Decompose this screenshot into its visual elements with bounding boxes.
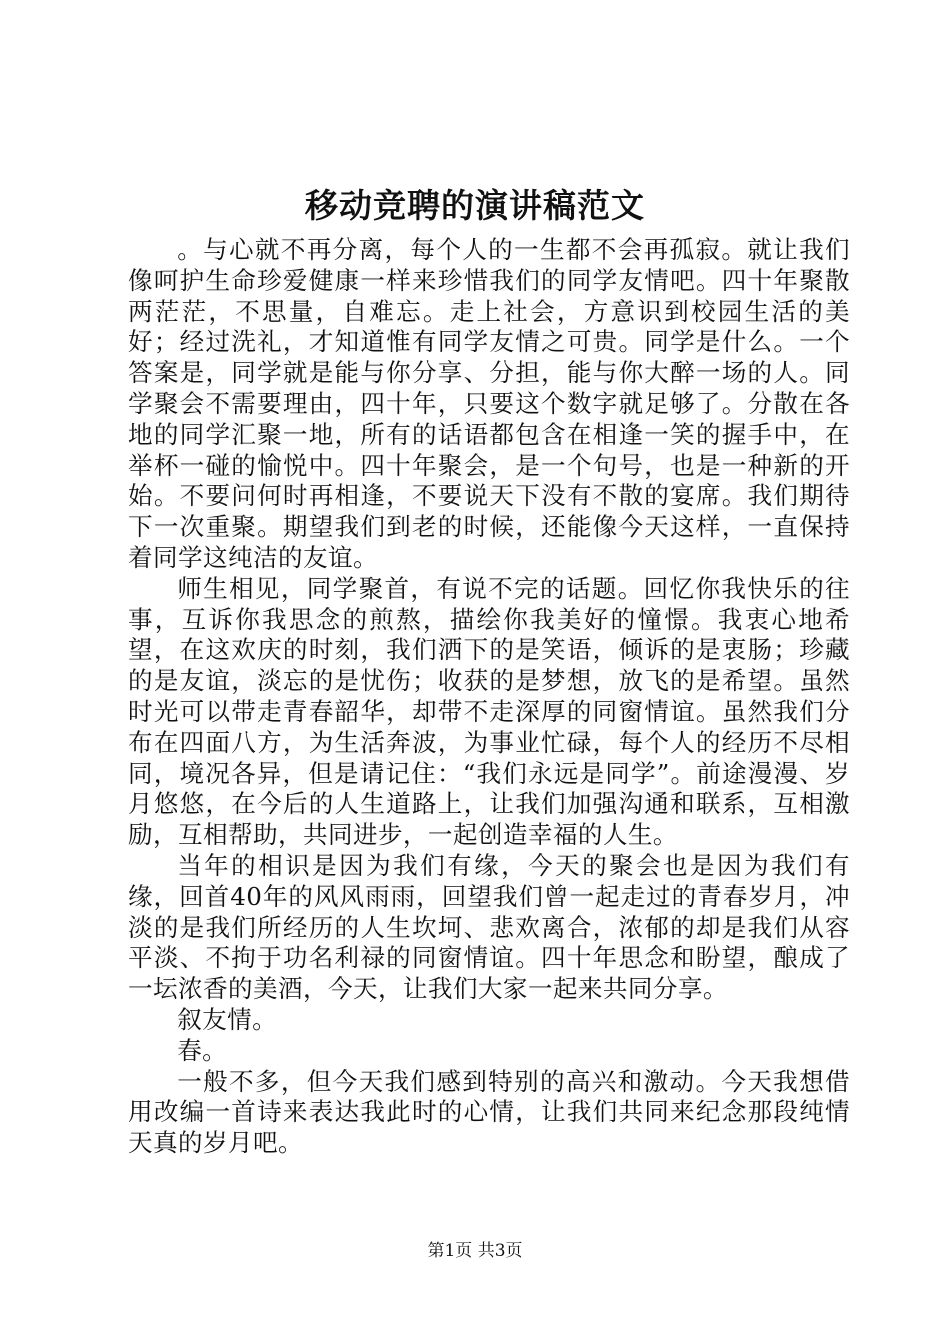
page-number-footer: 第1页 共3页 [427,1241,523,1261]
paragraph-5: 春。 [177,1035,228,1065]
document-body [128,235,850,1159]
paragraph-1: 。与心就不再分离，每个人的一生都不会再孤寂。就让我们像呵护生命珍爱健康一样来珍惜我们的同学友情吧。四十年聚散两茫茫，不思量，自难忘。走上社会，方意识到校园生活的美好；经过洗礼，才知道惟有同学友情之可贵。同学是什么。一个答案是，同学就是能与你分享、分担，能与你大醉一场的人。同学聚会不需要理由，四十年，只要这个数字就足够了。分散在各地的同学汇聚一地，所有的话语都包含在相逢一笑的握手中，在举杯一碰的愉悦中。四十年聚会，是一个句号，也是一种新的开始。不要问何时再相逢，不要说天下没有不散的宴席。我们期待下一次重聚。期望我们到老的时候，还能像今天这样，一直保持着同学这纯洁的友谊。 [128,235,850,572]
document-title: 移动竞聘的演讲稿范文 [305,186,645,225]
paragraph-3: 当年的相识是因为我们有缘，今天的聚会也是因为我们有缘，回首40年的风风雨雨，回望我们曾一起走过的青春岁月，冲淡的是我们所经历的人生坎坷、悲欢离合，浓郁的却是我们从容平淡、不拘于功名利禄的同窗情谊。四十年思念和盼望，酿成了一坛浓香的美酒，今天，让我们大家一起来共同分享。 [128,850,850,1004]
paragraph-6: 一般不多，但今天我们感到特别的高兴和激动。今天我想借用改编一首诗来表达我此时的心情，让我们共同来纪念那段纯情天真的岁月吧。 [128,1066,850,1158]
paragraph-4: 叙友情。 [177,1004,278,1034]
paragraph-2: 师生相见，同学聚首，有说不完的话题。回忆你我快乐的往事，互诉你我思念的煎熬，描绘你我美好的憧憬。我衷心地希望，在这欢庆的时刻，我们洒下的是笑语，倾诉的是衷肠；珍藏的是友谊，淡忘的是忧伤；收获的是梦想，放飞的是希望。虽然时光可以带走青春韶华，却带不走深厚的同窗情谊。虽然我们分布在四面八方，为生活奔波，为事业忙碌，每个人的经历不尽相同，境况各异，但是请记住：“我们永远是同学”。前途漫漫、岁月悠悠，在今后的人生道路上，让我们加强沟通和联系，互相激励，互相帮助，共同进步，一起创造幸福的人生。 [128,573,850,850]
